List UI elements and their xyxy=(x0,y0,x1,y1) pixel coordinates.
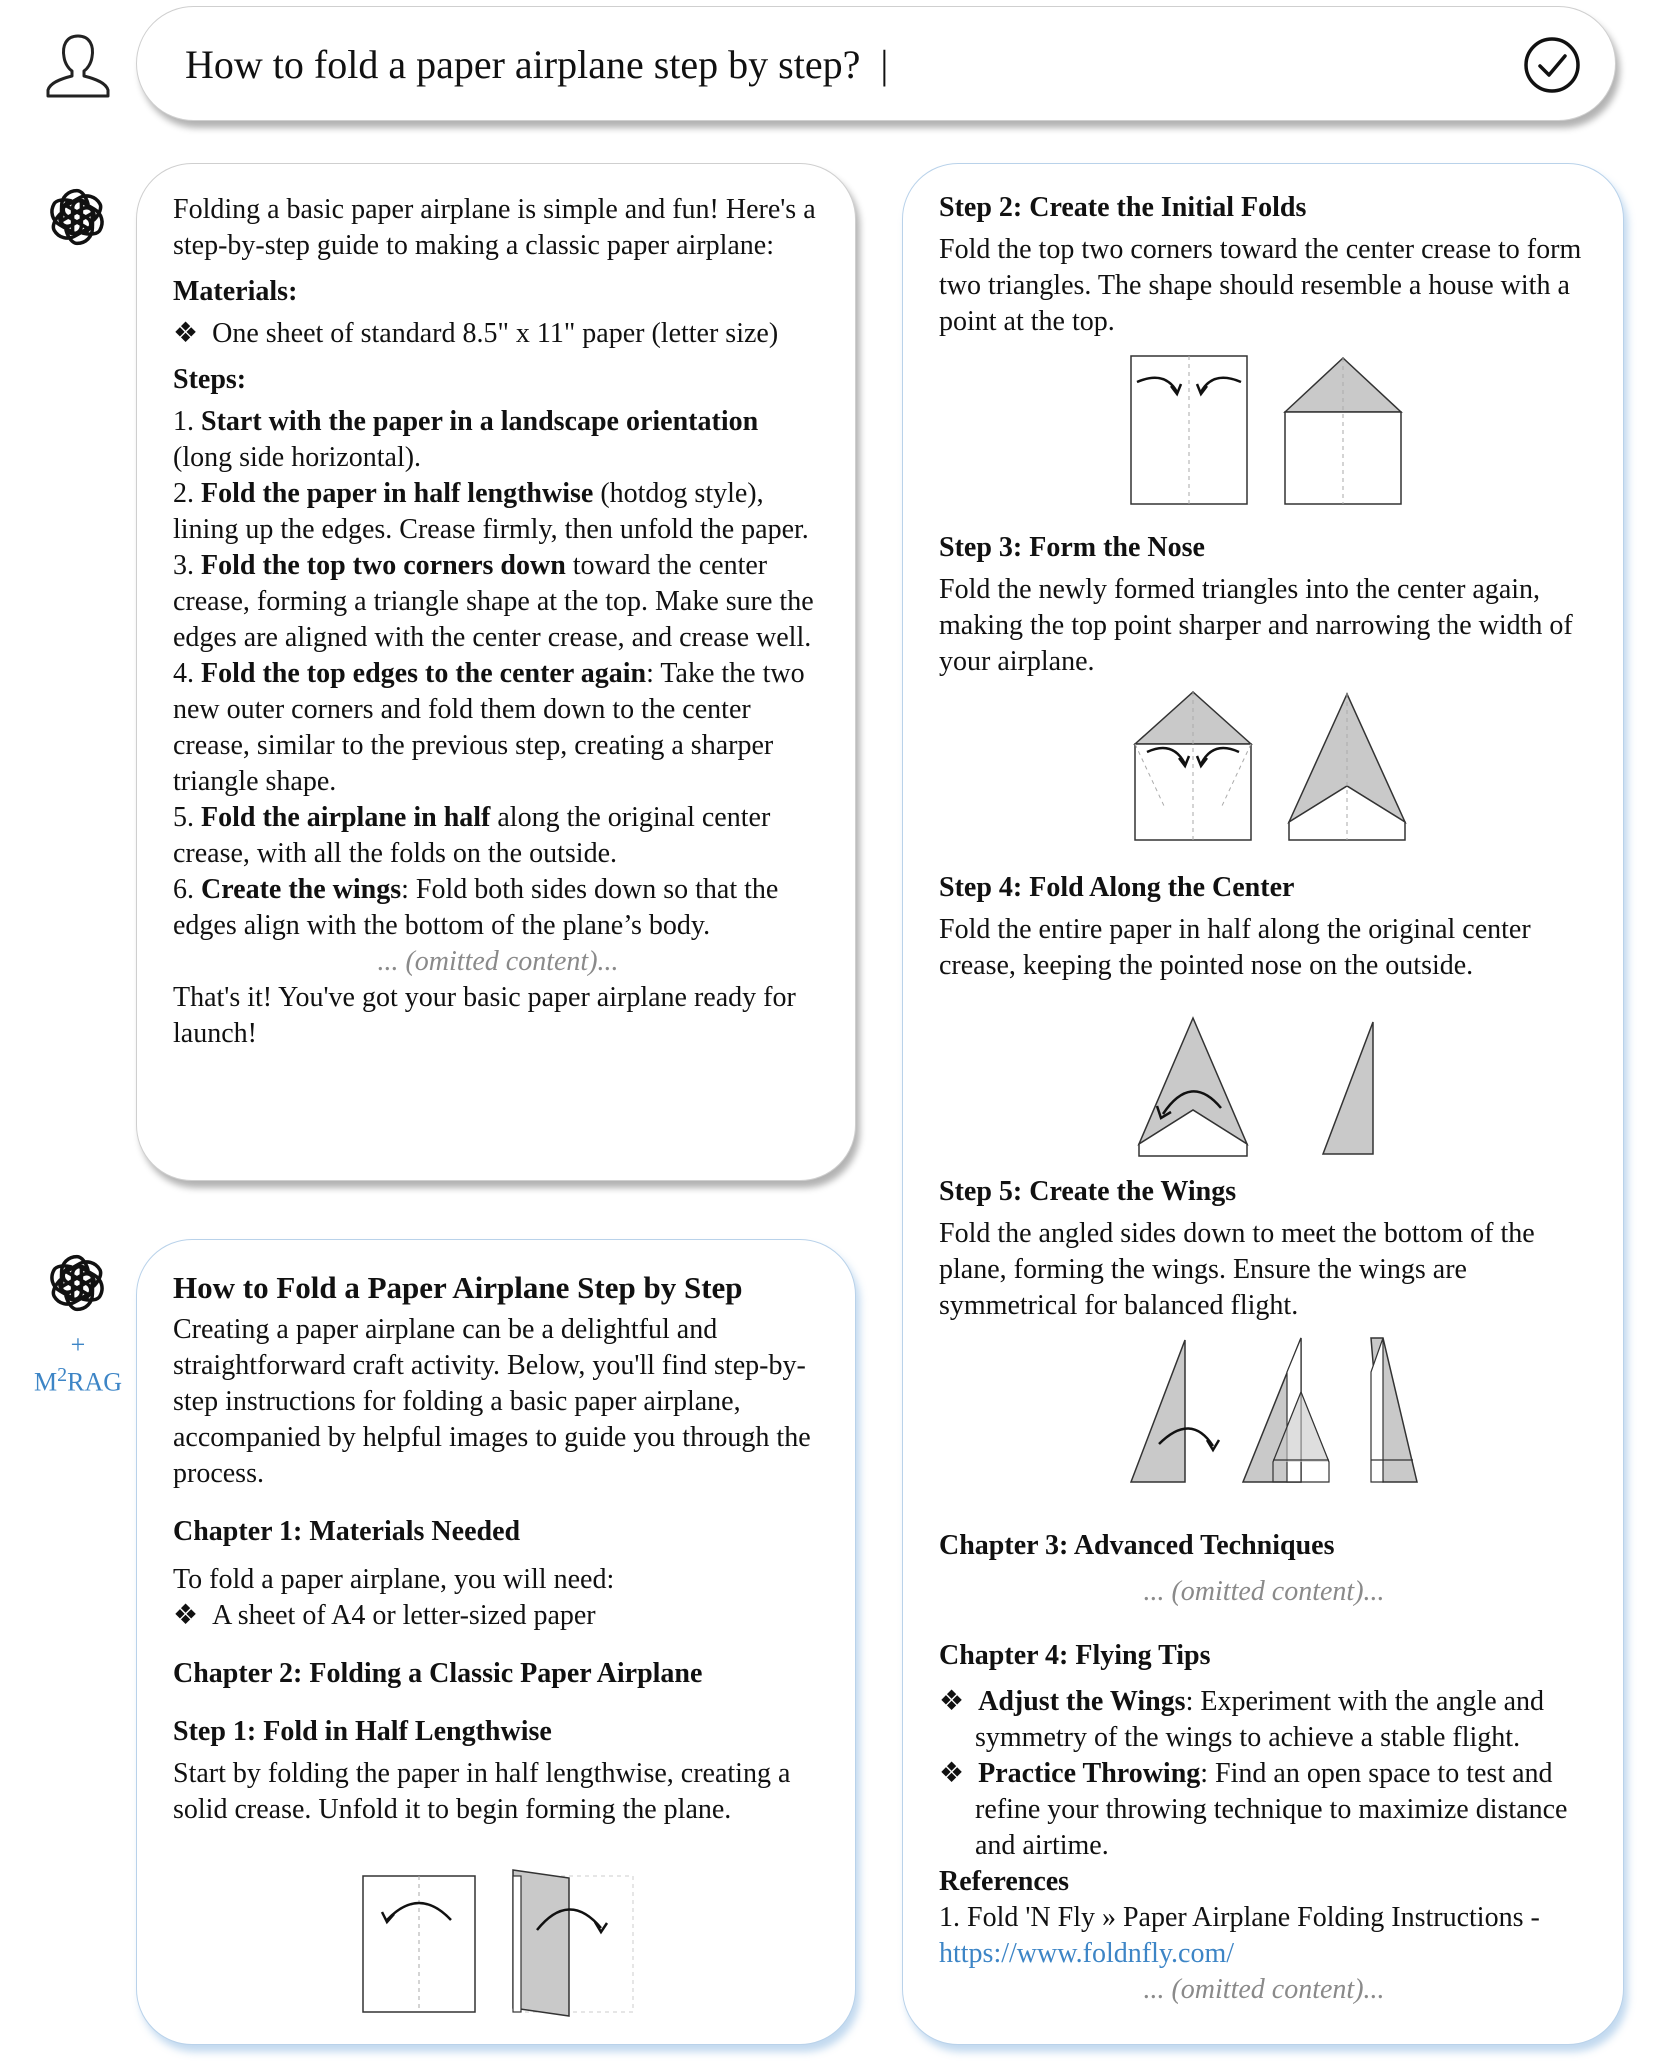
step-item: 4. Fold the top edges to the center again: Take the two new outer corners and fold them down to the center crease, similar to the previous step, creating a sharper triangle shape. xyxy=(173,658,805,797)
step4-block xyxy=(939,870,1589,984)
omitted-note: ... (omitted content)... xyxy=(377,946,619,977)
answer1-outro: That's it! You've got your basic paper airplane ready for launch! xyxy=(173,982,796,1049)
answer2-intro: Creating a paper airplane can be a delightful and straightforward craft activity. Below, you'll find step-by-step instructions for folding a basic paper airplane, accompanied by helpful images to guide you through the process. xyxy=(173,1314,811,1489)
answer-card-m2rag-right xyxy=(902,163,1624,2045)
answer1-intro: Folding a basic paper airplane is simple and fun! Here's a step-by-step guide to making a classic paper airplane: xyxy=(173,194,816,261)
step2-block xyxy=(939,190,1589,340)
tip-item: ❖ Practice Throwing: Find an open space to test and refine your throwing technique to maximize distance and airtime. xyxy=(939,1758,1568,1861)
step-item: 1. Start with the paper in a landscape orientation (long side horizontal). xyxy=(173,406,759,473)
assistant-logo-icon xyxy=(44,184,110,250)
chapter3-heading: Chapter 3: Advanced Techniques xyxy=(939,1530,1335,1561)
step4-text: Fold the entire paper in half along the original center crease, keeping the pointed nose on the outside. xyxy=(939,914,1531,981)
chapter1-item: ❖ A sheet of A4 or letter-sized paper xyxy=(173,1600,596,1631)
reference-link[interactable]: https://www.foldnfly.com/ xyxy=(939,1938,1235,1969)
step1-illustration xyxy=(361,1868,661,2018)
step3-block xyxy=(939,530,1589,680)
materials-item: ❖ One sheet of standard 8.5" x 11" paper (letter size) xyxy=(173,318,779,349)
step3-heading: Step 3: Form the Nose xyxy=(939,532,1205,563)
text-cursor: | xyxy=(880,42,889,87)
m2rag-badge xyxy=(22,1330,134,1398)
step4-heading: Step 4: Fold Along the Center xyxy=(939,872,1295,903)
chapter2-heading: Chapter 2: Folding a Classic Paper Airplane xyxy=(173,1658,703,1689)
step-item: 3. Fold the top two corners down toward the center crease, forming a triangle shape at the top. Make sure the edges are aligned with the center crease, and crease well. xyxy=(173,550,814,653)
tail-block xyxy=(939,1528,1589,2008)
tip-item: ❖ Adjust the Wings: Experiment with the angle and symmetry of the wings to achieve a stable flight. xyxy=(939,1686,1545,1753)
user-avatar-icon xyxy=(40,30,116,102)
reference-item: 1. Fold 'N Fly » Paper Airplane Folding Instructions - xyxy=(939,1902,1540,1933)
materials-heading: Materials: xyxy=(173,276,298,307)
step-item: 6. Create the wings: Fold both sides down so that the edges align with the bottom of the plane’s body. xyxy=(173,874,779,941)
query-text-wrap xyxy=(185,41,888,89)
step5-text: Fold the angled sides down to meet the bottom of the plane, forming the wings. Ensure the wings are symmetrical for balanced flight. xyxy=(939,1218,1535,1321)
steps-heading: Steps: xyxy=(173,364,247,395)
step2-text: Fold the top two corners toward the center crease to form two triangles. The shape should resemble a house with a point at the top. xyxy=(939,234,1582,337)
badge-plus: + xyxy=(70,1330,86,1359)
step-item: 2. Fold the paper in half lengthwise (hotdog style), lining up the edges. Crease firmly, then unfold the paper. xyxy=(173,478,809,545)
answer-card-baseline xyxy=(136,163,856,1181)
query-text: How to fold a paper airplane step by step? xyxy=(185,42,861,87)
step3-text: Fold the newly formed triangles into the center again, making the top point sharper and narrowing the width of your airplane. xyxy=(939,574,1573,677)
step4-illustration xyxy=(1129,1014,1429,1174)
chapter1-heading: Chapter 1: Materials Needed xyxy=(173,1516,521,1547)
badge-label: $M^2RAG$ xyxy=(33,1364,123,1397)
answer2-title: How to Fold a Paper Airplane Step by Step xyxy=(173,1270,743,1305)
chapter1-text: To fold a paper airplane, you will need: xyxy=(173,1564,615,1595)
step1-heading: Step 1: Fold in Half Lengthwise xyxy=(173,1716,552,1747)
step-item: 5. Fold the airplane in half along the original center crease, with all the folds on the outside. xyxy=(173,802,771,869)
references-omitted: ... (omitted content)... xyxy=(1143,1974,1385,2005)
answer2-body xyxy=(173,1270,823,1828)
query-bar[interactable] xyxy=(136,6,1616,121)
step3-illustration xyxy=(1125,688,1425,848)
step5-heading: Step 5: Create the Wings xyxy=(939,1176,1237,1207)
chapter3-omitted: ... (omitted content)... xyxy=(1143,1576,1385,1607)
references-heading: References xyxy=(939,1866,1070,1897)
step5-illustration xyxy=(1125,1332,1425,1492)
submit-check-icon[interactable] xyxy=(1523,36,1581,94)
assistant-logo-icon xyxy=(44,1250,110,1316)
step2-illustration xyxy=(1125,352,1425,512)
chapter4-heading: Chapter 4: Flying Tips xyxy=(939,1640,1211,1671)
step-list xyxy=(173,404,823,944)
step2-heading: Step 2: Create the Initial Folds xyxy=(939,192,1307,223)
step5-block xyxy=(939,1174,1589,1324)
answer-card-m2rag-left xyxy=(136,1239,856,2045)
answer1-body xyxy=(173,192,823,1052)
step1-text: Start by folding the paper in half lengthwise, creating a solid crease. Unfold it to begin forming the plane. xyxy=(173,1758,791,1825)
